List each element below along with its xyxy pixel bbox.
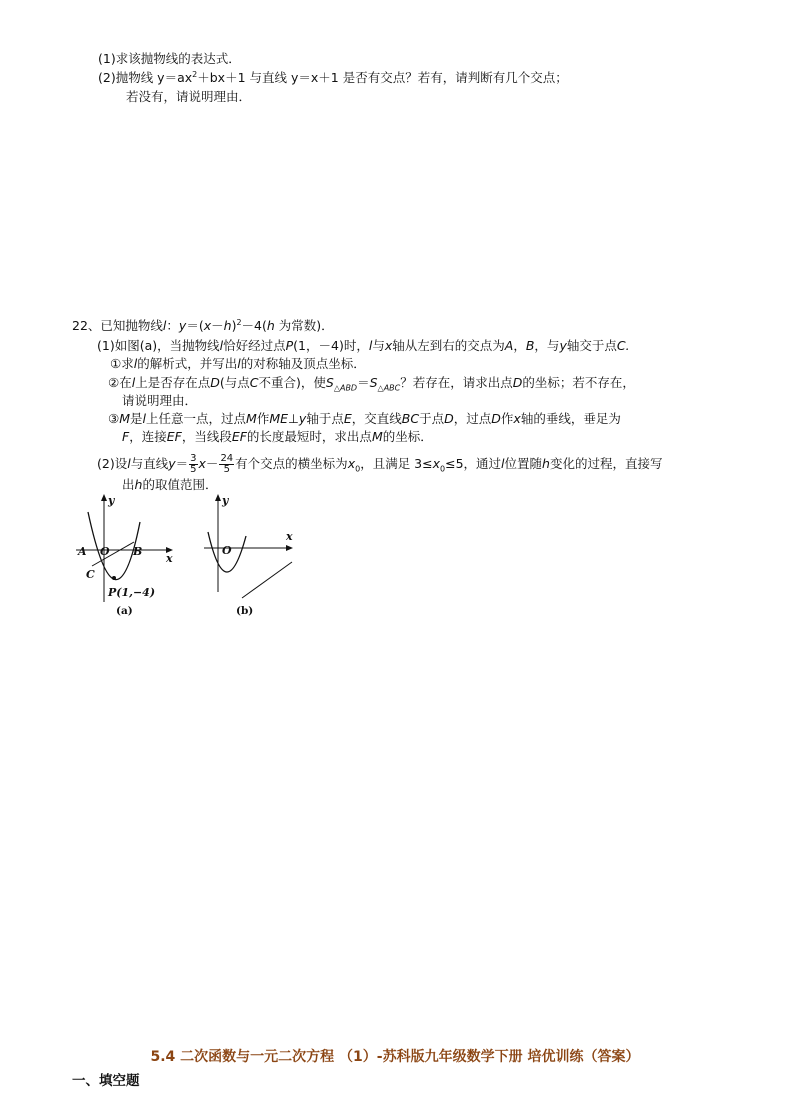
- line-bc: [92, 542, 134, 566]
- q22-stem: 22、已知抛物线l：$y=(x-h)^2-4(h$ 为常数)．: [72, 317, 334, 333]
- label-y: y: [108, 494, 115, 507]
- q21-part2: (2)抛物线 $y=ax^2+bx+1$ 与直线 y＝x＋1 是否有交点？若有，请判断有几个交点；: [98, 69, 568, 85]
- x-axis-arrow: [286, 545, 293, 551]
- y-axis-arrow: [101, 494, 107, 501]
- q22-part2: (2)设l与直线y＝ $\frac{3}{5}$ x－ $\frac{24}{5}$ 有个交点的横坐标为$x_0$，且满足 $3\le x_0\le 5$，通过l位置随h变化的过程，直接写: [97, 453, 663, 475]
- figure-a: [70, 492, 180, 622]
- fraction-24-5: $\frac{24}{5}$: [220, 453, 234, 475]
- caption-a: (a): [116, 605, 133, 617]
- label-y: y: [222, 494, 229, 507]
- q22-part2-cont: 出h的取值范围．: [122, 477, 218, 492]
- label-a: A: [78, 545, 87, 558]
- fraction-3-5: $\frac{3}{5}$: [190, 453, 197, 475]
- answer-title: 5.4 二次函数与一元二次方程 （1）-苏科版九年级数学下册 培优训练（答案）: [150, 1049, 640, 1065]
- label-c: C: [86, 568, 95, 581]
- label-o: O: [100, 545, 110, 558]
- line-segment: [242, 562, 292, 598]
- q21-part2-cont: 若没有，请说明理由．: [126, 89, 252, 104]
- section-heading: 一、填空题: [72, 1073, 140, 1089]
- label-b: B: [133, 545, 143, 558]
- q22-sub3-cont: F，连接EF，当线段EF的长度最短时，求出点M的坐标．: [122, 429, 433, 444]
- q22-sub3: ③M是l上任意一点，过点M作ME⊥y轴于点E，交直线BC于点D，过点D作x轴的垂线，垂足为: [108, 411, 621, 426]
- q22-sub2: ②在l上是否存在点D(与点C不重合)，使$S_{\triangle ABD}=S_{\triangle ABC}$？若存在，请求出点D的坐标；若不存在，: [108, 375, 635, 393]
- q22-part1: (1)如图(a)，当抛物线l恰好经过点P(1，－4)时，l与x轴从左到右的交点为A，B，与y轴交于点C.: [97, 338, 630, 353]
- label-p: P(1,−4): [108, 586, 156, 599]
- caption-b: (b): [236, 605, 254, 617]
- q21-part1: (1)求该抛物线的表达式．: [98, 51, 241, 66]
- label-o: O: [222, 544, 232, 557]
- y-axis-arrow: [215, 494, 221, 501]
- label-x: x: [166, 552, 173, 565]
- label-x: x: [286, 530, 293, 543]
- point-p: [112, 576, 116, 580]
- q22-sub1: ①求l的解析式，并写出l的对称轴及顶点坐标．: [110, 356, 366, 371]
- figure-b: [200, 492, 300, 622]
- q22-sub2-cont: 请说明理由．: [122, 393, 198, 408]
